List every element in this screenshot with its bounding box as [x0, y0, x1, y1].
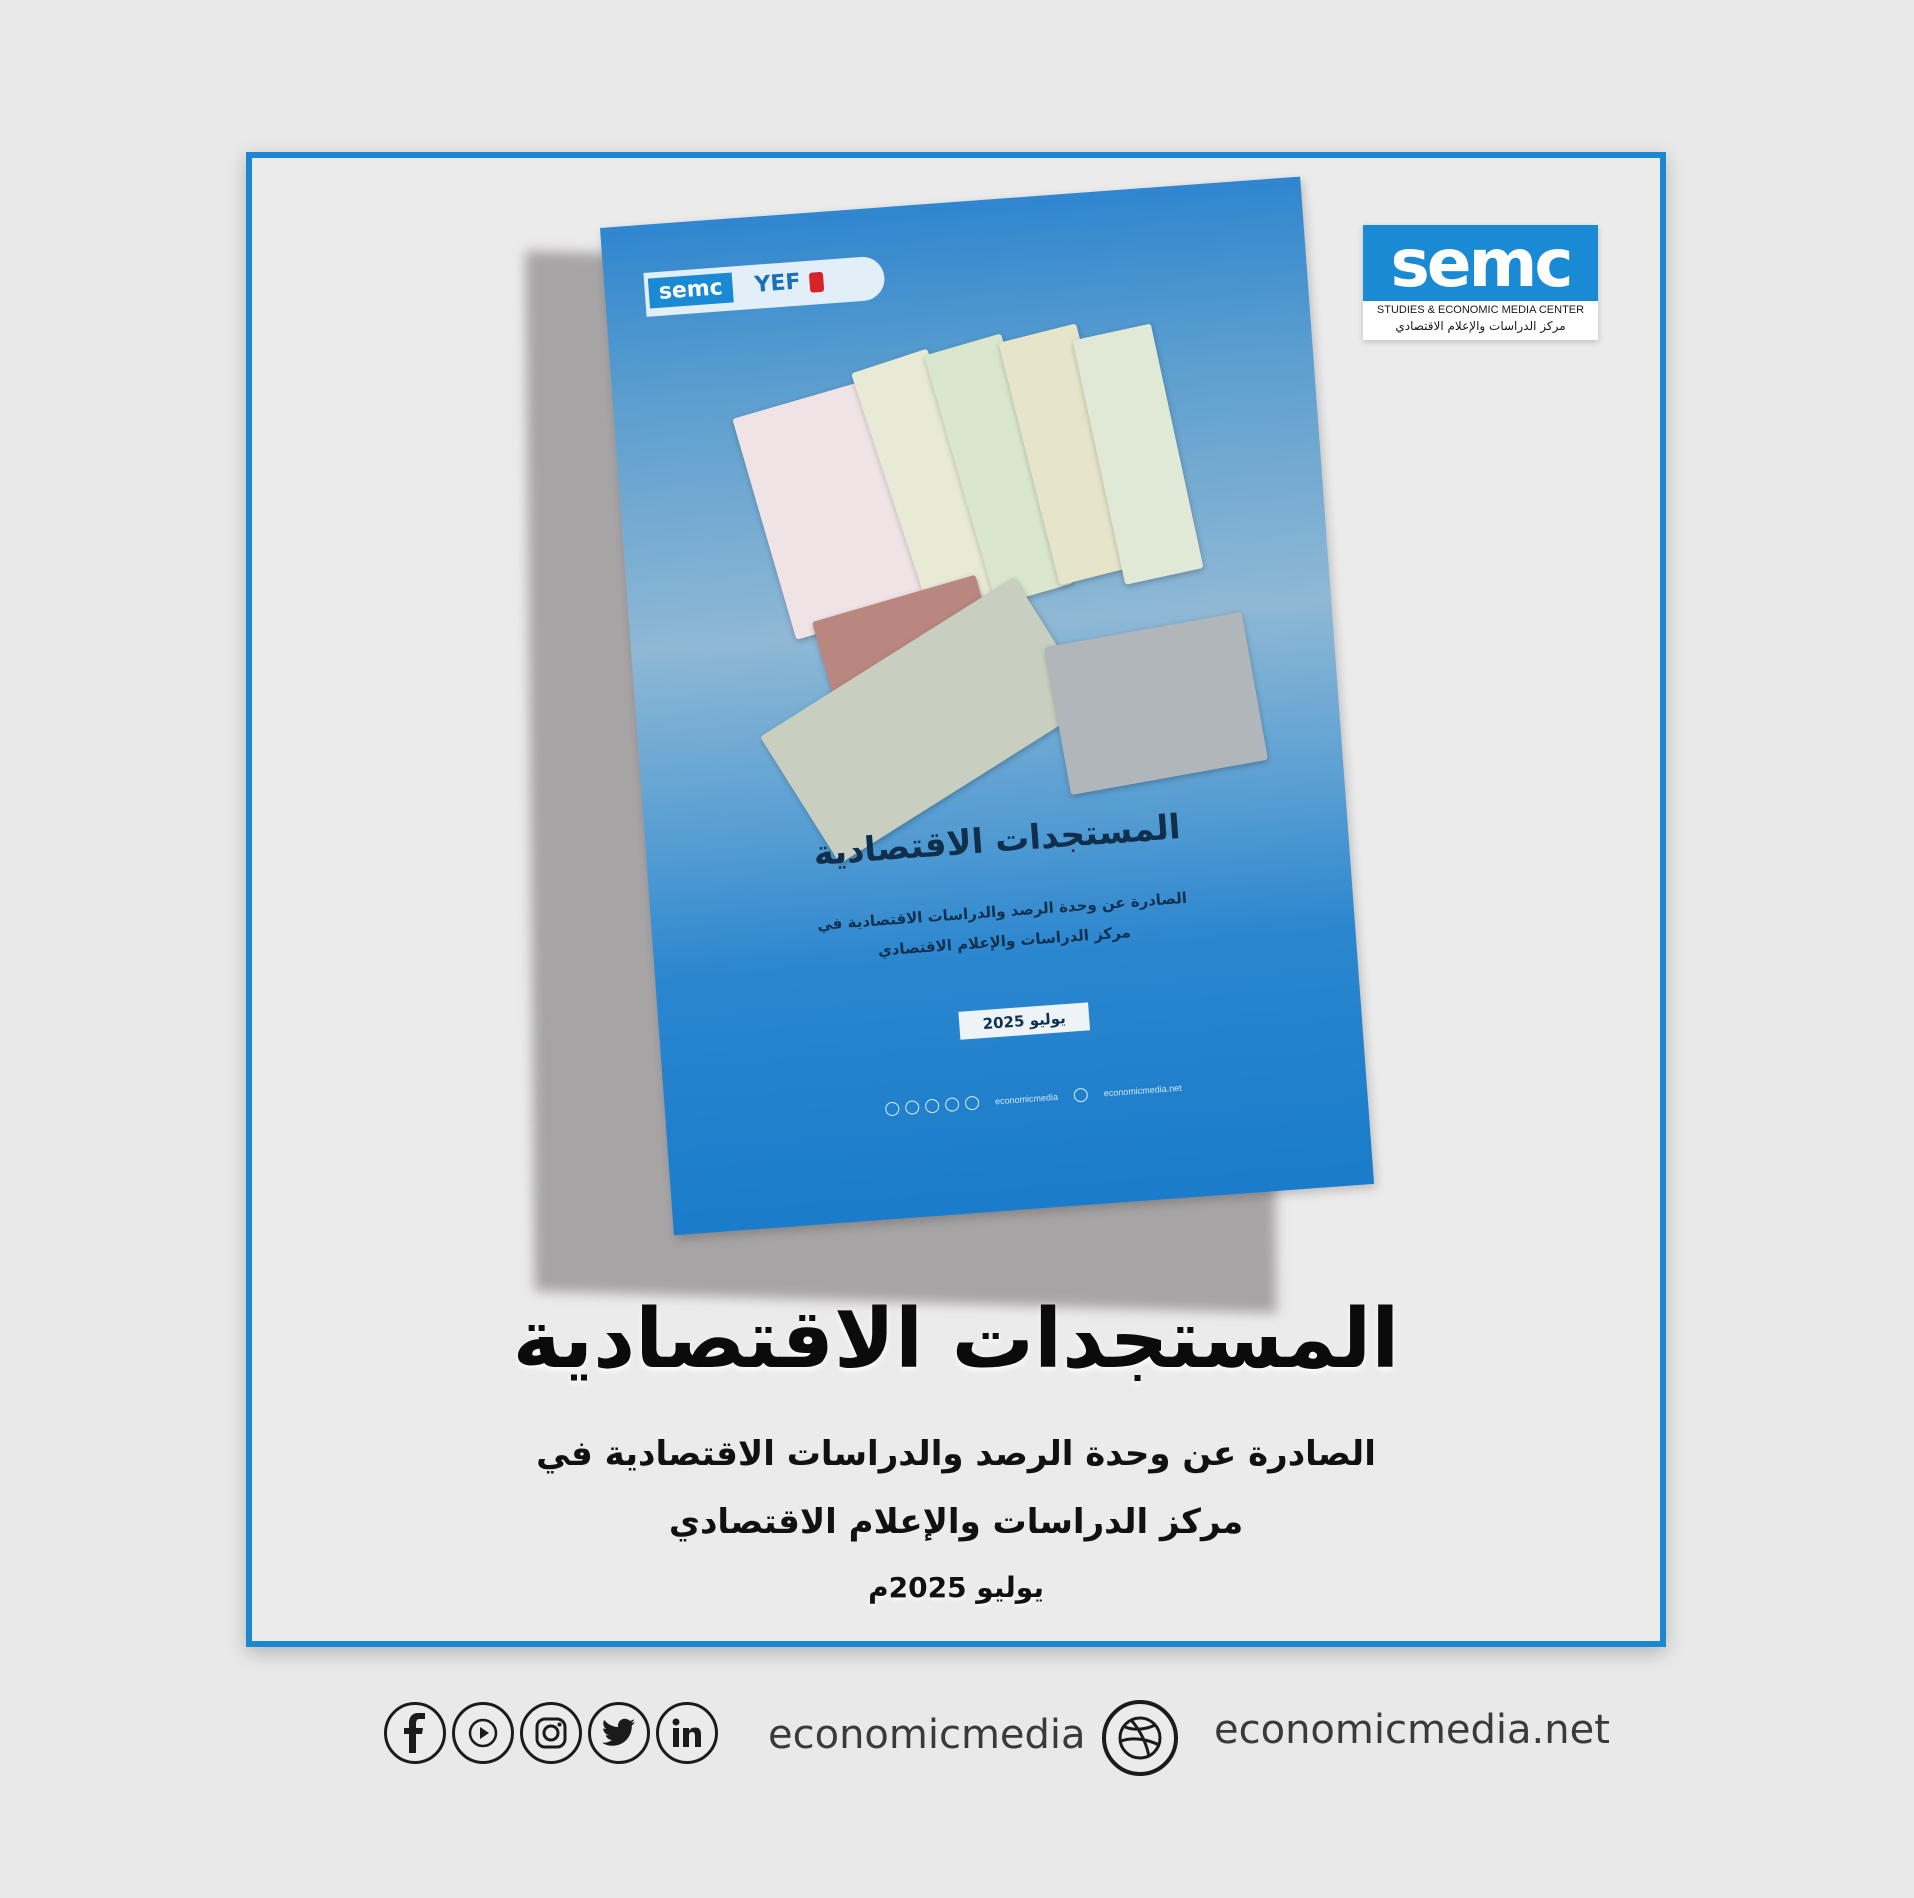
- cover-subtitle-line1: الصادرة عن وحدة الرصد والدراسات الاقتصادية في: [816, 888, 1188, 934]
- dribbble-globe-icon[interactable]: [1102, 1700, 1178, 1776]
- facebook-icon[interactable]: [384, 1702, 446, 1764]
- logo-english-name: STUDIES & ECONOMIC MEDIA CENTER: [1376, 304, 1585, 316]
- facebook-icon: [885, 1101, 900, 1116]
- social-handle[interactable]: economicmedia: [768, 1712, 1086, 1758]
- linkedin-icon[interactable]: [656, 1702, 718, 1764]
- website-link[interactable]: economicmedia.net: [1214, 1707, 1610, 1753]
- social-links: [384, 1702, 718, 1764]
- cover-footer-handle: economicmedia: [994, 1091, 1059, 1107]
- logo-arabic-name: مركز الدراسات والإعلام الاقتصادي: [1395, 319, 1566, 333]
- logo-wordmark: semc: [1390, 225, 1571, 302]
- cover-footer: [885, 1078, 1183, 1120]
- report-cover: [600, 177, 1374, 1236]
- banknote: [1045, 612, 1268, 795]
- instagram-icon[interactable]: [520, 1702, 582, 1764]
- twitter-icon: [945, 1097, 960, 1112]
- banknotes-illustration: [630, 318, 1323, 835]
- cover-title: المستجدات الاقتصادية: [812, 807, 1182, 874]
- youtube-icon: [905, 1100, 920, 1115]
- cover-yef-mark: [809, 272, 824, 293]
- semc-logo: [1363, 225, 1598, 340]
- cover-yef-logo: YEF: [753, 269, 802, 298]
- twitter-icon[interactable]: [588, 1702, 650, 1764]
- cover-footer-url: economicmedia.net: [1103, 1082, 1182, 1099]
- main-subtitle-line2: مركز الدراسات والإعلام الاقتصادي: [668, 1502, 1244, 1542]
- cover-subtitle-line2: مركز الدراسات والإعلام الاقتصادي: [877, 923, 1132, 960]
- linkedin-icon: [965, 1096, 980, 1111]
- instagram-icon: [925, 1099, 940, 1114]
- globe-icon: [1073, 1088, 1088, 1103]
- cover-semc-logo: semc: [648, 272, 734, 308]
- main-subtitle-line1: الصادرة عن وحدة الرصد والدراسات الاقتصادية في: [536, 1434, 1376, 1474]
- main-title: المستجدات الاقتصادية: [512, 1292, 1400, 1387]
- youtube-icon[interactable]: [452, 1702, 514, 1764]
- main-date: يوليو 2025م: [868, 1571, 1044, 1604]
- cover-date: يوليو 2025: [958, 1002, 1090, 1039]
